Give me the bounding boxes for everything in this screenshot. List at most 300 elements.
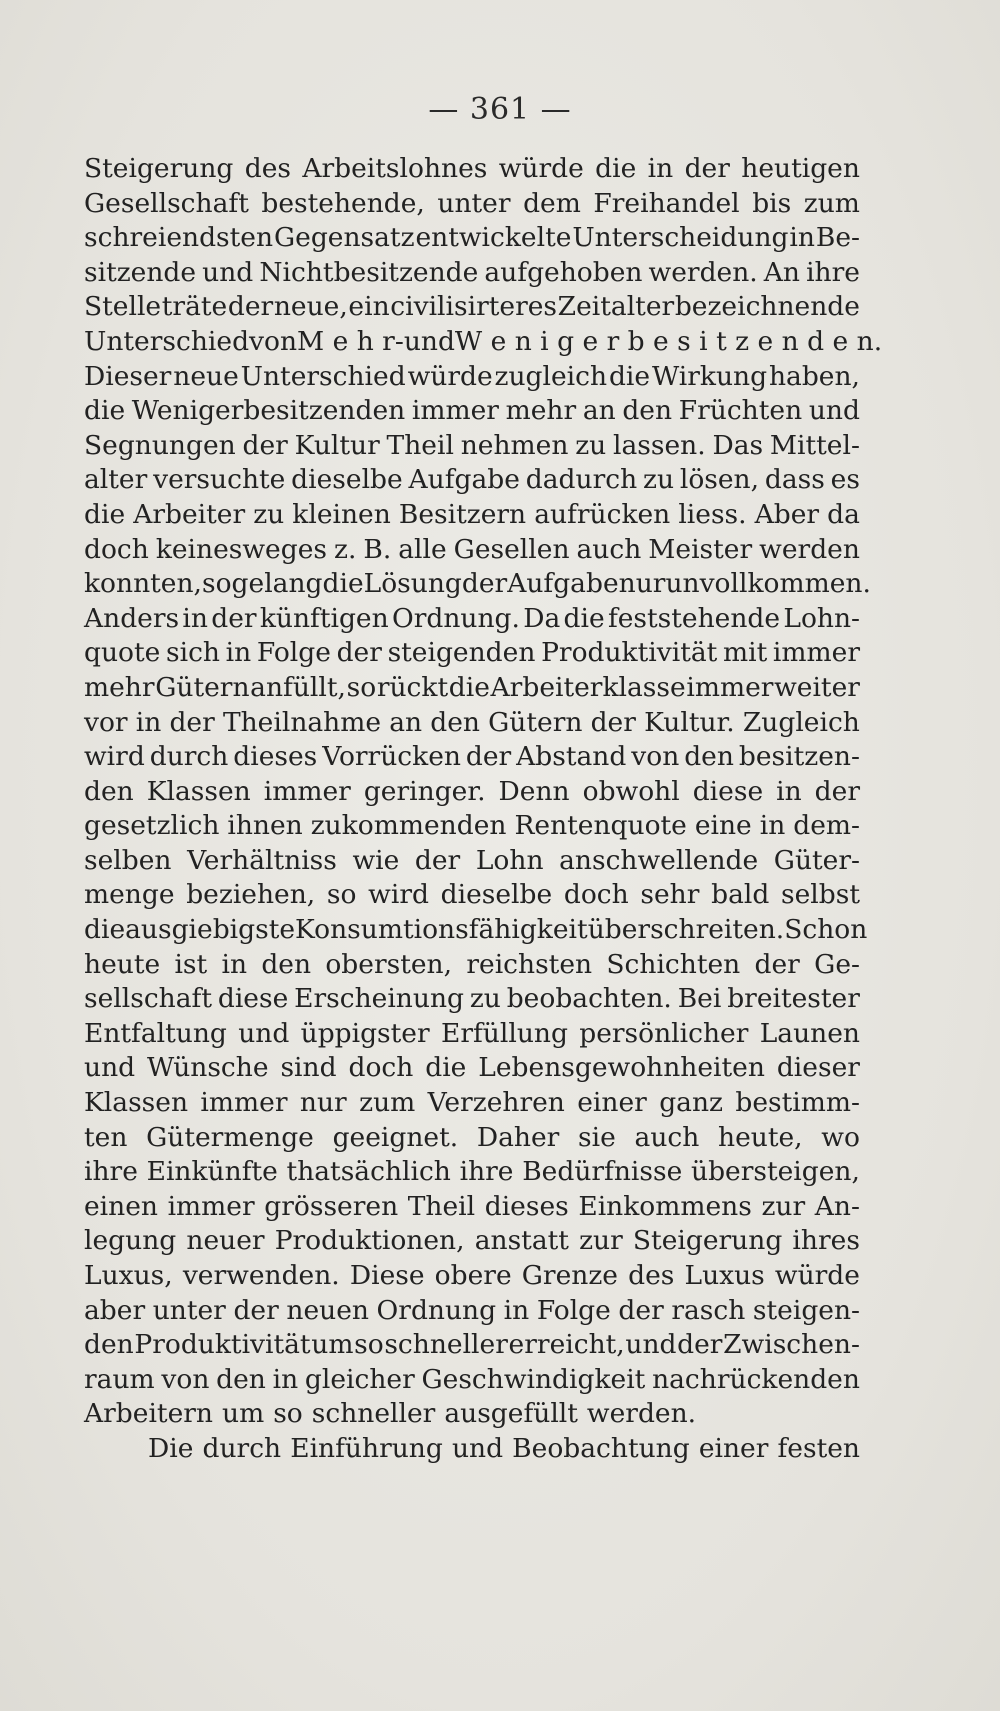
word: Ge- <box>814 948 860 980</box>
word: Arbeiterklasse <box>490 671 686 703</box>
word: beobachten. <box>506 983 672 1015</box>
word: Die <box>148 1432 194 1464</box>
word: einer <box>698 1432 769 1464</box>
word: aber <box>84 1294 146 1326</box>
word: in <box>759 810 786 842</box>
word: Gegensatz <box>273 222 415 254</box>
word: Entfaltung <box>84 1017 227 1049</box>
text-line <box>84 290 860 325</box>
word: Luxus <box>684 1260 765 1291</box>
word: üppigster <box>300 1017 430 1049</box>
word: der <box>677 1329 723 1361</box>
word: Wirkung <box>651 360 768 392</box>
word: Konsumtionsfähigkeit <box>295 914 588 946</box>
word: an <box>582 395 616 427</box>
word: ausgefüllt <box>444 1398 578 1430</box>
word: ten <box>84 1121 128 1153</box>
text-line <box>84 775 860 810</box>
word: Schichten <box>606 948 741 980</box>
word: Aufgabe <box>507 568 619 600</box>
word: durch <box>149 741 229 773</box>
word: anstatt <box>474 1225 569 1257</box>
word: mehr <box>505 395 577 427</box>
word: Lohn <box>475 844 544 876</box>
word: Anders <box>84 602 180 634</box>
word: Arbeitslohnes <box>302 153 488 184</box>
word: gelang <box>231 568 323 600</box>
text-line <box>84 1051 860 1086</box>
word: Gütern <box>488 706 583 738</box>
word: immer <box>200 1087 288 1119</box>
word: Geschwindigkeit <box>421 1363 646 1395</box>
word: heutigen <box>741 153 860 184</box>
word: liess. <box>678 498 747 530</box>
word: dieselbe <box>440 879 553 911</box>
word: nachrückenden <box>652 1363 860 1395</box>
text-line <box>84 982 860 1017</box>
text-line <box>84 1397 860 1432</box>
word: neue, <box>273 291 348 323</box>
word: Wenigerbesitzenden <box>131 395 406 427</box>
word: Gütern <box>155 671 250 703</box>
word: ist <box>174 948 208 980</box>
word: der <box>754 948 800 980</box>
word: immer <box>263 775 351 807</box>
word: Verzehren <box>427 1087 565 1119</box>
word: auch <box>634 1121 700 1153</box>
word: die <box>563 602 605 634</box>
word: um <box>311 1329 354 1361</box>
word: besitzen- <box>738 741 860 773</box>
text-line <box>84 1363 860 1398</box>
word: des <box>628 1260 675 1291</box>
word: Dieser <box>84 360 172 392</box>
word: selbst <box>781 879 860 911</box>
word: der <box>461 568 508 600</box>
word: Einkünfte <box>146 1156 278 1188</box>
word: künftigen <box>259 602 389 634</box>
word: obwohl <box>582 775 680 807</box>
word: Steigerung <box>84 153 234 184</box>
word: Folge <box>536 1294 611 1326</box>
word: den <box>430 706 480 738</box>
word: dadurch <box>525 464 638 496</box>
word: Klassen <box>146 775 251 807</box>
word: rückt <box>376 671 449 703</box>
word: Beobachtung <box>512 1432 690 1464</box>
word: Lohn- <box>783 602 860 634</box>
text-line <box>84 1121 860 1156</box>
word: Launen <box>759 1017 860 1049</box>
word: von <box>249 325 298 357</box>
word: die <box>448 671 490 703</box>
word: sehr <box>640 879 700 911</box>
word: heute, <box>718 1121 803 1153</box>
text-line <box>84 187 860 222</box>
word: Das <box>712 429 764 461</box>
word: den <box>622 395 673 427</box>
word: konnten, <box>84 568 202 600</box>
word: sellschaft <box>84 983 212 1015</box>
text-line <box>84 878 860 913</box>
word: des <box>244 153 291 184</box>
text-line <box>84 1190 860 1225</box>
word: Aber <box>754 498 820 530</box>
word: immer <box>686 671 774 703</box>
text-line <box>84 706 860 741</box>
word: immer <box>772 637 860 669</box>
text-line <box>84 463 860 498</box>
word: Zwischen- <box>723 1329 860 1361</box>
word: anschwellende <box>559 844 759 876</box>
word: Unterschied <box>84 325 250 357</box>
word: träte <box>161 291 228 323</box>
text-line <box>84 429 860 464</box>
word: überschreiten. <box>587 914 785 946</box>
word: zu <box>642 464 675 496</box>
word: doch <box>563 879 629 911</box>
word: Bei <box>677 983 722 1015</box>
word: erreicht, <box>508 1329 625 1361</box>
word: und <box>202 256 254 288</box>
text-line <box>84 602 860 637</box>
word: dieser <box>776 1052 860 1084</box>
word: mehr <box>84 671 155 703</box>
word: schneller <box>311 1398 436 1430</box>
word: dieses <box>484 1190 569 1222</box>
word: ein <box>348 291 390 323</box>
word: Steigerung <box>632 1225 783 1257</box>
word: Güter- <box>773 844 860 876</box>
text-line <box>84 221 860 256</box>
word: den <box>684 741 734 773</box>
word: Stelle <box>84 291 162 323</box>
word: Erfüllung <box>440 1017 568 1049</box>
word: mit <box>722 637 768 669</box>
word: wird <box>368 879 429 911</box>
word: Lösung <box>363 568 462 600</box>
word: Da <box>523 602 561 634</box>
word: Theil <box>407 1190 476 1222</box>
word: doch <box>348 1052 414 1084</box>
text-line <box>84 533 860 568</box>
word: B. <box>363 533 392 565</box>
word: ihnen <box>227 810 303 842</box>
word: gleicher <box>304 1363 415 1395</box>
word: Zeitalter <box>557 291 675 323</box>
word: grösseren <box>264 1190 399 1222</box>
word: würde <box>407 360 493 392</box>
word: Gesellen <box>453 533 570 565</box>
text-line <box>84 1086 860 1121</box>
word: sich <box>166 637 220 669</box>
word: geringer. <box>363 775 486 807</box>
word: Ordnung. <box>391 602 520 634</box>
word: bald <box>711 879 770 911</box>
word: nehmen <box>460 429 569 461</box>
word: in <box>182 602 208 634</box>
word: lösen, <box>679 464 760 496</box>
word: auch <box>576 533 642 565</box>
word: weiter <box>774 671 860 703</box>
word: die <box>322 568 364 600</box>
word: aufrücken <box>534 498 671 530</box>
text-line <box>84 1224 860 1259</box>
word: in <box>272 1363 299 1395</box>
text-line <box>84 844 860 879</box>
word: geeignet. <box>332 1121 459 1153</box>
word: die <box>595 153 637 184</box>
word: civilisirteres <box>390 291 558 323</box>
word: Unterscheidung <box>572 222 789 254</box>
text-line <box>84 1328 860 1363</box>
word: bezeichnende <box>674 291 860 323</box>
word: bestehende, <box>261 187 425 219</box>
word: Gütermenge <box>146 1121 314 1153</box>
word: bestimm- <box>735 1087 860 1119</box>
text-line <box>84 360 860 395</box>
word: Kultur. <box>644 706 735 738</box>
word: in <box>647 153 674 184</box>
word: Mittel- <box>769 429 860 461</box>
word: so <box>326 879 357 911</box>
word: Produktivität <box>541 637 718 669</box>
word: zur <box>579 1225 623 1257</box>
word: Produktivität <box>134 1329 311 1361</box>
word: lassen. <box>613 429 706 461</box>
word: Klassen <box>84 1087 189 1119</box>
word: sind <box>280 1052 337 1084</box>
text-line <box>84 636 860 671</box>
text-line <box>84 567 871 602</box>
text-line <box>84 498 860 533</box>
word: dieselbe <box>291 464 403 496</box>
body-text <box>84 152 883 1467</box>
word: Produktionen, <box>274 1225 465 1257</box>
word: dass <box>764 464 825 496</box>
word: zukommenden <box>310 810 507 842</box>
word: Arbeiter <box>133 498 246 530</box>
word: um <box>222 1398 265 1430</box>
word: menge <box>84 879 175 911</box>
word: es <box>830 464 860 496</box>
word: zu <box>469 983 501 1015</box>
text-line <box>84 740 860 775</box>
word: Kultur <box>294 429 380 461</box>
word: wird <box>84 741 145 773</box>
word: thatsächlich <box>286 1156 451 1188</box>
word: Zugleich <box>742 706 860 738</box>
word: und <box>625 1329 677 1361</box>
word: Grenze <box>521 1260 618 1291</box>
word: verwenden. <box>182 1260 340 1291</box>
text-line <box>84 1017 860 1052</box>
word: unvollkommen. <box>665 568 871 600</box>
word: immer <box>411 395 499 427</box>
word: ausgiebigste <box>125 914 296 946</box>
word: so <box>201 568 232 600</box>
word: zugleich <box>494 360 608 392</box>
text-line <box>84 325 883 360</box>
word: doch <box>84 533 149 565</box>
word: und <box>451 1432 504 1464</box>
word: die <box>425 1052 467 1084</box>
word: ihre <box>459 1156 514 1188</box>
word: diese <box>217 983 289 1015</box>
text-line <box>84 394 860 429</box>
word: der <box>684 153 730 184</box>
word: legung <box>84 1225 177 1257</box>
word: an <box>389 706 423 738</box>
word: ihres <box>792 1225 860 1257</box>
word: feststehende <box>607 602 781 634</box>
word: von <box>631 741 680 773</box>
word: zu <box>253 498 285 530</box>
word: obere <box>434 1260 512 1291</box>
word: ganz <box>659 1087 724 1119</box>
word: die <box>84 498 126 530</box>
text-line <box>84 256 860 291</box>
word: Folge <box>256 637 331 669</box>
word: Verhältniss <box>187 844 337 876</box>
word: nur <box>299 1087 347 1119</box>
word: und <box>808 395 860 427</box>
word: die <box>84 914 126 946</box>
word: Früchten <box>678 395 803 427</box>
word: eine <box>694 810 752 842</box>
word: Ordnung <box>376 1294 497 1326</box>
word: von <box>161 1363 210 1395</box>
word: einer <box>577 1087 647 1119</box>
word: immer <box>167 1190 255 1222</box>
word: Luxus, <box>84 1260 173 1291</box>
word: heute <box>84 948 161 980</box>
word: schreiendsten <box>84 222 274 254</box>
word: Segnungen <box>84 429 236 461</box>
word: durch <box>202 1432 282 1464</box>
word: übersteigen, <box>691 1156 860 1188</box>
word: der <box>814 775 860 807</box>
word: Abstand <box>516 741 627 773</box>
word: Besitzern <box>398 498 527 530</box>
word: haben, <box>768 360 860 392</box>
word: die <box>608 360 651 392</box>
word: quote <box>84 637 161 669</box>
word: alter <box>84 464 148 496</box>
word: Bedürfnisse <box>522 1156 683 1188</box>
word: steigenden <box>387 637 536 669</box>
word: steigen- <box>752 1294 860 1326</box>
word: breitester <box>727 983 860 1015</box>
word: Einkommens <box>578 1190 752 1222</box>
word: Be- <box>815 222 860 254</box>
word: keinesweges <box>155 533 327 565</box>
word: nur <box>618 568 666 600</box>
word: Nichtbesitzende <box>259 256 479 288</box>
text-line <box>84 948 860 983</box>
word: so <box>346 671 377 703</box>
word: rasch <box>671 1294 746 1326</box>
word: beziehen, <box>186 879 316 911</box>
word: zu <box>575 429 607 461</box>
word: entwickelte <box>415 222 572 254</box>
word: Diese <box>349 1260 425 1291</box>
word: und <box>84 1052 136 1084</box>
word: gesetzlich <box>84 810 220 842</box>
text-line <box>84 1155 860 1190</box>
word: sitzende <box>84 256 197 288</box>
word: alle <box>398 533 447 565</box>
word: zur <box>761 1190 806 1222</box>
word: Theilnahme <box>222 706 382 738</box>
word: bis <box>752 187 792 219</box>
word: in <box>221 948 248 980</box>
word: An- <box>814 1190 860 1222</box>
word: Unterschied <box>240 360 406 392</box>
word: den <box>84 1329 134 1361</box>
text-line <box>84 152 860 187</box>
word: Wünsche <box>147 1052 269 1084</box>
word: sie <box>578 1121 616 1153</box>
word: persönlicher <box>579 1017 749 1049</box>
word: Erscheinung <box>294 983 464 1015</box>
word: den <box>84 775 134 807</box>
word: neue <box>173 360 239 392</box>
word: raum <box>84 1363 155 1395</box>
word: schneller <box>384 1329 508 1361</box>
word: ihre <box>806 256 860 288</box>
word: dem <box>523 187 581 219</box>
word: z. <box>333 533 357 565</box>
word: der <box>227 291 274 323</box>
word: Theil <box>386 429 454 461</box>
word: der <box>465 741 512 773</box>
text-line <box>84 1294 860 1329</box>
word: Gesellschaft <box>84 187 249 219</box>
word: Denn <box>498 775 570 807</box>
word: der <box>590 706 636 738</box>
word: so <box>354 1329 384 1361</box>
word: dem- <box>793 810 860 842</box>
word: neuen <box>286 1294 369 1326</box>
word: unter <box>152 1294 226 1326</box>
word: einen <box>84 1190 158 1222</box>
word: Lebensgewohnheiten <box>478 1052 765 1084</box>
word: Vorrücken <box>322 741 461 773</box>
word: der <box>169 706 215 738</box>
text-line <box>84 1259 860 1294</box>
word: in <box>135 706 162 738</box>
word: kleinen <box>292 498 391 530</box>
word: wo <box>821 1121 860 1153</box>
word: obersten, <box>325 948 453 980</box>
word: An <box>763 256 800 288</box>
word: dieses <box>233 741 318 773</box>
text-line <box>84 671 860 706</box>
word: in <box>503 1294 530 1326</box>
word: Meister <box>648 533 753 565</box>
page-number: — 361 — <box>428 92 572 127</box>
word: der <box>618 1294 664 1326</box>
text-line <box>84 913 868 948</box>
word: der <box>233 1294 279 1326</box>
word: werden. <box>586 1398 697 1430</box>
word: anfüllt, <box>250 671 346 703</box>
word: Freihandel <box>593 187 740 219</box>
word: Rentenquote <box>514 810 687 842</box>
word: werden <box>759 533 860 565</box>
word: M e h r- <box>297 325 404 357</box>
